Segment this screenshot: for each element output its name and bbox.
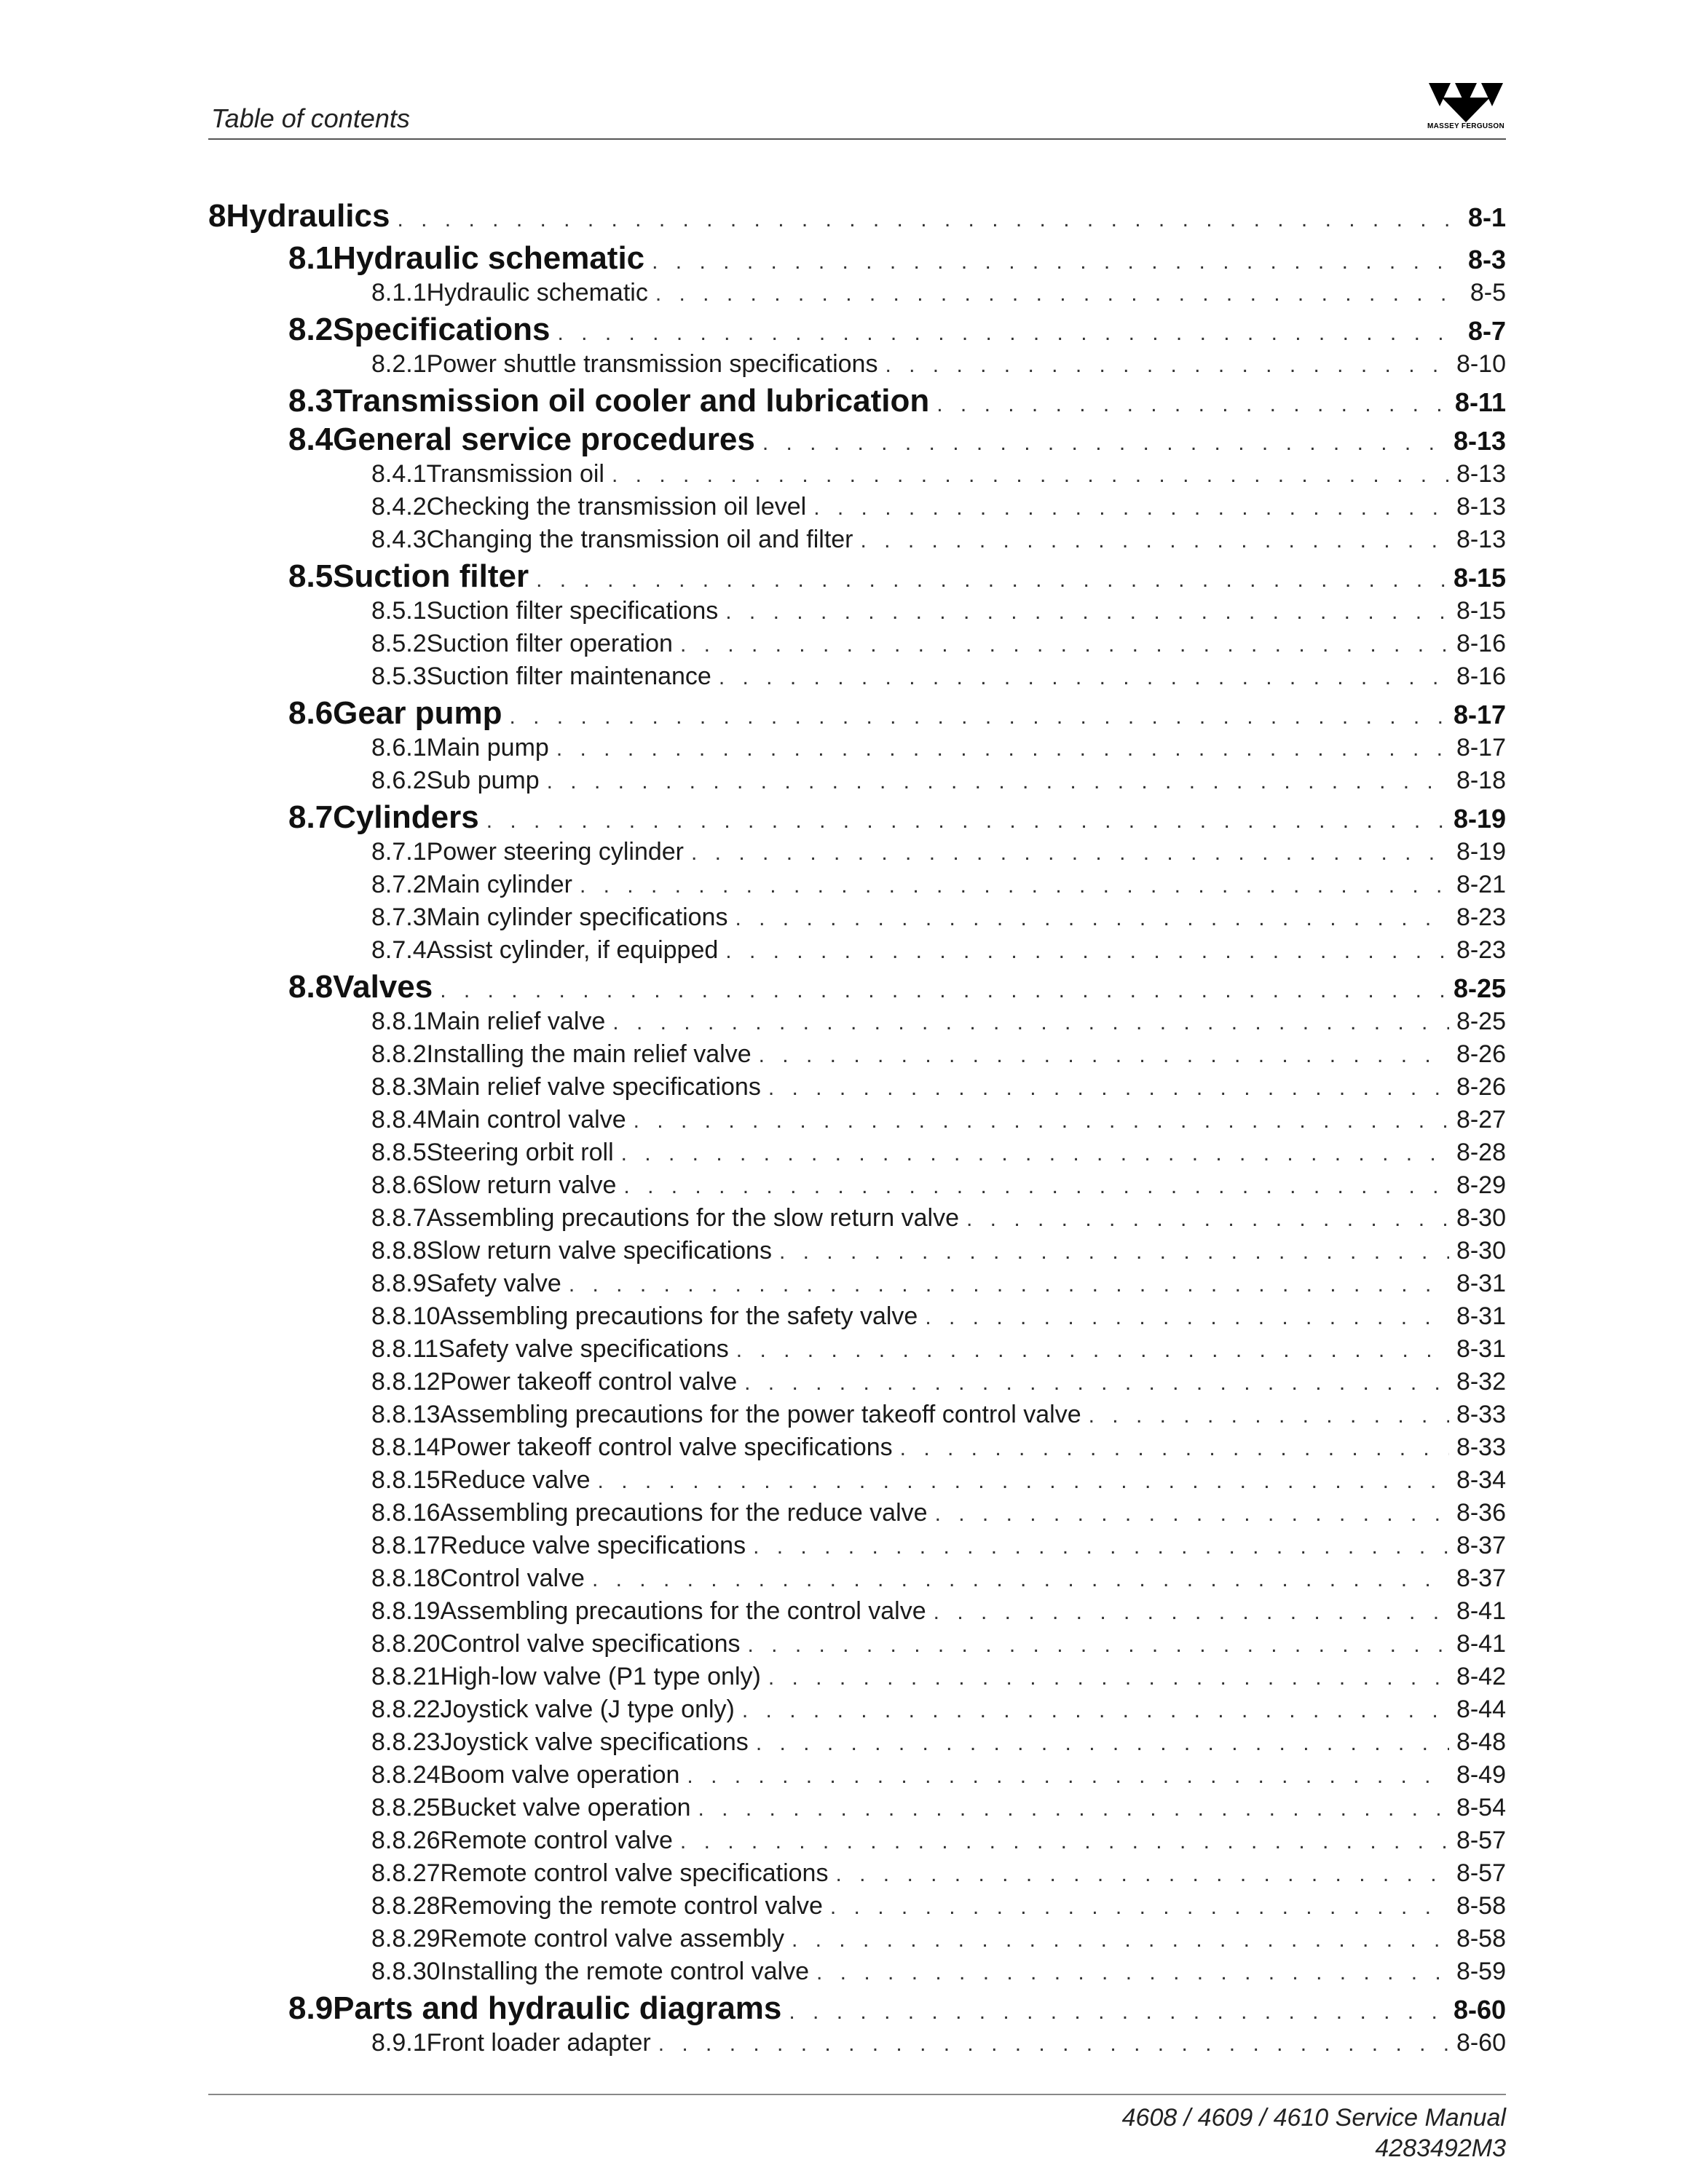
toc-entry-number: 8.8.8 <box>371 1237 427 1265</box>
toc-entry-page: 8-60 <box>1453 1995 1506 2025</box>
toc-entry-number: 8.8.13 <box>371 1401 441 1428</box>
page-footer <box>1122 2102 1506 2164</box>
toc-entry-page: 8-28 <box>1456 1139 1506 1166</box>
toc-entry-number: 8.8.21 <box>371 1663 441 1690</box>
toc-entry-number: 8.4.3 <box>371 526 427 553</box>
toc-entry-page: 8-19 <box>1453 804 1506 834</box>
toc-entry[interactable] <box>208 597 1506 630</box>
toc-entry-title: Remote control valve <box>440 1827 673 1854</box>
toc-entry[interactable] <box>208 1401 1506 1433</box>
toc-entry[interactable] <box>208 1499 1506 1532</box>
toc-dot-leader <box>934 1600 1449 1625</box>
toc-dot-leader <box>835 1862 1448 1887</box>
toc-dot-leader <box>621 1142 1449 1166</box>
toc-entry-page: 8-30 <box>1456 1204 1506 1232</box>
toc-dot-leader <box>725 939 1449 964</box>
toc-entry[interactable] <box>208 1040 1506 1073</box>
toc-entry-page: 8-15 <box>1453 563 1506 593</box>
toc-dot-leader <box>580 874 1449 898</box>
toc-entry-number: 8.8.23 <box>371 1728 441 1756</box>
toc-entry-title: Hydraulics <box>226 198 390 234</box>
toc-entry-number: 8.6 <box>288 695 334 731</box>
toc-entry-number: 8.8.2 <box>371 1040 427 1068</box>
toc-entry[interactable] <box>208 240 1506 279</box>
toc-entry-number: 8.8.4 <box>371 1106 427 1133</box>
toc-entry-title: Power shuttle transmission specifications <box>426 350 878 378</box>
toc-entry-page: 8-37 <box>1456 1564 1506 1592</box>
toc-entry-number: 8.1 <box>288 240 334 276</box>
toc-entry-title: Assembling precautions for the slow return valve <box>426 1204 959 1232</box>
toc-entry-title: Reduce valve <box>440 1466 591 1494</box>
toc-entry[interactable] <box>208 1073 1506 1106</box>
header-divider <box>208 138 1506 140</box>
toc-entry-title: Main relief valve specifications <box>426 1073 761 1101</box>
toc-entry-title: Assist cylinder, if equipped <box>426 936 719 964</box>
toc-entry-page: 8-37 <box>1456 1532 1506 1559</box>
toc-entry[interactable] <box>208 1433 1506 1466</box>
toc-entry[interactable] <box>208 279 1506 312</box>
toc-entry[interactable] <box>208 662 1506 695</box>
toc-dot-leader <box>742 1698 1449 1723</box>
toc-entry-title: Hydraulic schematic <box>426 279 648 306</box>
toc-entry[interactable] <box>208 871 1506 903</box>
toc-dot-leader <box>861 529 1449 553</box>
toc-entry[interactable] <box>208 1630 1506 1663</box>
toc-entry-title: Front loader adapter <box>426 2029 651 2057</box>
toc-entry-page: 8-13 <box>1456 493 1506 521</box>
toc-entry-title: Steering orbit roll <box>426 1139 614 1166</box>
toc-dot-leader <box>623 1174 1449 1199</box>
toc-entry[interactable] <box>208 493 1506 526</box>
toc-entry-number: 8.9.1 <box>371 2029 427 2057</box>
toc-entry[interactable] <box>208 630 1506 662</box>
toc-entry-number: 8.8.14 <box>371 1433 441 1461</box>
massey-ferguson-logo <box>1426 77 1506 135</box>
toc-entry-page: 8-23 <box>1456 903 1506 931</box>
toc-entry-title: Slow return valve specifications <box>426 1237 772 1265</box>
toc-entry-number: 8.8.29 <box>371 1925 441 1952</box>
toc-entry-page: 8-13 <box>1456 526 1506 553</box>
toc-entry-page: 8-27 <box>1456 1106 1506 1133</box>
toc-entry-page: 8-36 <box>1456 1499 1506 1527</box>
toc-entry-page: 8-31 <box>1456 1270 1506 1297</box>
toc-entry-title: Assembling precautions for the safety valve <box>440 1302 918 1330</box>
toc-entry[interactable] <box>208 198 1506 240</box>
toc-entry-number: 8.4.2 <box>371 493 427 521</box>
page-header <box>208 100 1506 141</box>
toc-dot-leader <box>680 633 1449 657</box>
toc-entry-title: Joystick valve (J type only) <box>440 1696 735 1723</box>
toc-dot-leader <box>792 1928 1449 1952</box>
toc-entry[interactable] <box>208 1532 1506 1564</box>
toc-entry-page: 8-58 <box>1456 1892 1506 1920</box>
footer-divider <box>208 2094 1506 2095</box>
toc-entry[interactable] <box>208 1728 1506 1761</box>
toc-entry[interactable] <box>208 1139 1506 1171</box>
toc-entry-page: 8-23 <box>1456 936 1506 964</box>
toc-entry-number: 8.8.17 <box>371 1532 441 1559</box>
toc-entry[interactable] <box>208 1761 1506 1794</box>
toc-dot-leader <box>556 737 1449 761</box>
toc-entry-title: Gear pump <box>333 695 502 731</box>
toc-entry-page: 8-41 <box>1456 1630 1506 1658</box>
toc-entry[interactable] <box>208 1237 1506 1270</box>
toc-entry-title: General service procedures <box>333 422 755 457</box>
toc-entry-page: 8-26 <box>1456 1040 1506 1068</box>
triangle-logo-icon <box>1426 77 1506 122</box>
toc-dot-leader <box>756 1731 1449 1756</box>
toc-entry-page: 8-15 <box>1456 597 1506 625</box>
toc-entry-number: 8.5.3 <box>371 662 427 690</box>
toc-entry-page: 8-49 <box>1456 1761 1506 1789</box>
toc-entry-page: 8-32 <box>1456 1368 1506 1396</box>
toc-entry[interactable] <box>208 734 1506 767</box>
toc-entry-title: Sub pump <box>426 767 540 794</box>
toc-entry-number: 8.8.26 <box>371 1827 441 1854</box>
toc-dot-leader <box>612 1010 1449 1035</box>
toc-dot-leader <box>768 1076 1449 1101</box>
toc-entry-title: Remote control valve specifications <box>440 1859 829 1887</box>
toc-entry-number: 8.7.3 <box>371 903 427 931</box>
toc-dot-leader <box>900 1436 1449 1461</box>
toc-dot-leader <box>768 1666 1449 1690</box>
toc-entry-number: 8.8.3 <box>371 1073 427 1101</box>
toc-entry-page: 8-60 <box>1456 2029 1506 2057</box>
toc-entry-page: 8-13 <box>1453 426 1506 456</box>
toc-entry-page: 8-42 <box>1456 1663 1506 1690</box>
toc-entry[interactable] <box>208 767 1506 799</box>
toc-entry-page: 8-16 <box>1456 630 1506 657</box>
toc-dot-leader <box>687 1764 1449 1789</box>
toc-entry-title: Control valve specifications <box>440 1630 741 1658</box>
toc-entry-page: 8-54 <box>1456 1794 1506 1821</box>
toc-entry-page: 8-10 <box>1456 350 1506 378</box>
toc-entry[interactable] <box>208 1794 1506 1827</box>
toc-entry-page: 8-33 <box>1456 1433 1506 1461</box>
toc-dot-leader <box>885 353 1448 378</box>
toc-entry-number: 8.4 <box>288 422 334 457</box>
toc-entry-number: 8.2 <box>288 312 334 347</box>
toc-entry-title: Safety valve <box>426 1270 561 1297</box>
toc-entry[interactable] <box>208 936 1506 969</box>
toc-entry-number: 8.8.30 <box>371 1958 441 1985</box>
toc-entry[interactable] <box>208 1990 1506 2029</box>
toc-entry-title: Main control valve <box>426 1106 626 1133</box>
toc-entry-page: 8-25 <box>1456 1008 1506 1035</box>
toc-entry-page: 8-31 <box>1456 1302 1506 1330</box>
toc-entry-title: Suction filter <box>333 558 529 594</box>
toc-entry-number: 8.3 <box>288 383 334 419</box>
toc-entry[interactable] <box>208 526 1506 558</box>
toc-entry-title: Main pump <box>426 734 549 761</box>
toc-entry[interactable] <box>208 558 1506 597</box>
toc-entry-number: 8.8.7 <box>371 1204 427 1232</box>
toc-entry[interactable] <box>208 969 1506 1008</box>
toc-dot-leader <box>736 1338 1449 1363</box>
toc-entry-page: 8-59 <box>1456 1958 1506 1985</box>
toc-entry-number: 8.8 <box>288 969 334 1005</box>
toc-entry-title: Power steering cylinder <box>426 838 685 866</box>
toc-entry-page: 8-48 <box>1456 1728 1506 1756</box>
toc-dot-leader <box>816 1961 1449 1985</box>
toc-entry[interactable] <box>208 1564 1506 1597</box>
toc-dot-leader <box>698 1797 1449 1821</box>
toc-dot-leader <box>753 1535 1449 1559</box>
toc-entry-page: 8-29 <box>1456 1171 1506 1199</box>
toc-entry-title: Transmission oil cooler and lubrication <box>333 383 930 419</box>
toc-dot-leader <box>569 1273 1449 1297</box>
toc-entry-title: Parts and hydraulic diagrams <box>333 1990 782 2026</box>
toc-entry[interactable] <box>208 1696 1506 1728</box>
toc-entry-page: 8-33 <box>1456 1401 1506 1428</box>
toc-dot-leader <box>735 906 1448 931</box>
toc-dot-leader <box>748 1633 1449 1658</box>
toc-dot-leader <box>440 978 1446 1003</box>
toc-entry-page: 8-11 <box>1454 387 1506 417</box>
toc-entry-title: Remote control valve assembly <box>440 1925 784 1952</box>
toc-entry[interactable] <box>208 422 1506 460</box>
toc-entry-number: 8.4.1 <box>371 460 427 488</box>
toc-dot-leader <box>592 1567 1449 1592</box>
toc-entry-title: Removing the remote control valve <box>440 1892 823 1920</box>
toc-entry-number: 8.8.1 <box>371 1008 427 1035</box>
toc-entry[interactable] <box>208 460 1506 493</box>
toc-entry-title: Assembling precautions for the power takeoff control valve <box>440 1401 1081 1428</box>
toc-entry-number: 8.8.9 <box>371 1270 427 1297</box>
toc-entry[interactable] <box>208 1204 1506 1237</box>
toc-dot-leader <box>813 496 1449 521</box>
toc-entry-number: 8.5.1 <box>371 597 427 625</box>
toc-entry-number: 8.8.28 <box>371 1892 441 1920</box>
toc-entry-number: 8.8.15 <box>371 1466 441 1494</box>
toc-entry-number: 8.5.2 <box>371 630 427 657</box>
toc-entry-number: 8.6.1 <box>371 734 427 761</box>
toc-entry-title: Power takeoff control valve <box>440 1368 738 1396</box>
toc-dot-leader <box>397 207 1461 232</box>
toc-entry-page: 8-18 <box>1456 767 1506 794</box>
toc-entry-title: Changing the transmission oil and filter <box>426 526 853 553</box>
toc-dot-leader <box>658 2032 1449 2057</box>
manual-title: 4608 / 4609 / 4610 Service Manual <box>1121 2104 1506 2132</box>
toc-entry-title: Main cylinder <box>426 871 572 898</box>
toc-entry-title: Reduce valve specifications <box>440 1532 746 1559</box>
toc-dot-leader <box>744 1371 1449 1396</box>
toc-dot-leader <box>536 568 1446 593</box>
toc-entry[interactable] <box>208 350 1506 383</box>
toc-entry[interactable] <box>208 312 1506 350</box>
toc-dot-leader <box>655 282 1463 306</box>
toc-entry-page: 8-58 <box>1456 1925 1506 1952</box>
toc-entry-title: Transmission oil <box>426 460 604 488</box>
toc-entry-page: 8-7 <box>1467 316 1506 346</box>
toc-entry-page: 8-25 <box>1453 973 1506 1003</box>
toc-entry-number: 8.8.18 <box>371 1564 441 1592</box>
toc-entry-title: Valves <box>333 969 433 1005</box>
toc-entry-title: Control valve <box>440 1564 585 1592</box>
toc-entry-number: 8.8.25 <box>371 1794 441 1821</box>
toc-entry-number: 8.8.27 <box>371 1859 441 1887</box>
toc-entry-number: 8.7.1 <box>371 838 427 866</box>
toc-entry-number: 8.8.6 <box>371 1171 427 1199</box>
toc-entry-page: 8-34 <box>1456 1466 1506 1494</box>
toc-entry-title: Suction filter operation <box>426 630 673 657</box>
toc-entry-page: 8-57 <box>1456 1859 1506 1887</box>
toc-dot-leader <box>966 1207 1449 1232</box>
toc-entry-page: 8-13 <box>1456 460 1506 488</box>
toc-entry-number: 8.8.24 <box>371 1761 441 1789</box>
toc-entry-title: Main relief valve <box>426 1008 606 1035</box>
toc-entry-number: 8.8.12 <box>371 1368 441 1396</box>
toc-dot-leader <box>547 769 1449 794</box>
toc-entry-number: 8.2.1 <box>371 350 427 378</box>
toc-entry[interactable] <box>208 1368 1506 1401</box>
toc-entry-page: 8-19 <box>1456 838 1506 866</box>
toc-entry-title: High-low valve (P1 type only) <box>440 1663 761 1690</box>
toc-entry-page: 8-17 <box>1453 700 1506 729</box>
toc-entry-page: 8-1 <box>1467 202 1506 232</box>
toc-dot-leader <box>509 705 1446 729</box>
toc-entry-title: Assembling precautions for the reduce valve <box>440 1499 928 1527</box>
toc-dot-leader <box>789 2000 1446 2025</box>
toc-entry-title: Suction filter specifications <box>426 597 719 625</box>
toc-dot-leader <box>557 321 1460 346</box>
toc-entry-number: 8.8.22 <box>371 1696 441 1723</box>
toc-dot-leader <box>779 1240 1449 1265</box>
toc-dot-leader <box>486 809 1446 834</box>
toc-entry-number: 8.7.2 <box>371 871 427 898</box>
part-number: 4283492M3 <box>1375 2134 1506 2162</box>
toc-entry[interactable] <box>208 1892 1506 1925</box>
toc-entry[interactable] <box>208 1925 1506 1958</box>
toc-entry-page: 8-17 <box>1456 734 1506 761</box>
toc-entry[interactable] <box>208 1827 1506 1859</box>
toc-entry-page: 8-44 <box>1456 1696 1506 1723</box>
toc-entry[interactable] <box>208 1663 1506 1696</box>
toc-entry-number: 8.6.2 <box>371 767 427 794</box>
toc-dot-leader <box>725 600 1449 625</box>
toc-dot-leader <box>1089 1404 1449 1428</box>
toc-dot-leader <box>634 1109 1449 1133</box>
toc-dot-leader <box>936 392 1448 417</box>
toc-dot-leader <box>652 250 1461 274</box>
toc-entry[interactable] <box>208 695 1506 734</box>
toc-entry[interactable] <box>208 799 1506 838</box>
toc-entry-title: Assembling precautions for the control valve <box>440 1597 926 1625</box>
toc-entry-title: Joystick valve specifications <box>440 1728 749 1756</box>
toc-entry-title: Boom valve operation <box>440 1761 680 1789</box>
logo-text: MASSEY FERGUSON <box>1427 122 1504 130</box>
toc-entry-title: Checking the transmission oil level <box>426 493 807 521</box>
toc-entry-title: Installing the remote control valve <box>440 1958 810 1985</box>
toc-entry-number: 8.8.19 <box>371 1597 441 1625</box>
toc-entry[interactable] <box>208 1958 1506 1990</box>
toc-entry-title: Suction filter maintenance <box>426 662 711 690</box>
toc-entry-number: 8.8.5 <box>371 1139 427 1166</box>
toc-entry-title: Safety valve specifications <box>438 1335 729 1363</box>
toc-entry-number: 8.8.20 <box>371 1630 441 1658</box>
toc-entry-title: Installing the main relief valve <box>426 1040 752 1068</box>
toc-dot-leader <box>598 1469 1449 1494</box>
toc-dot-leader <box>925 1305 1449 1330</box>
toc-entry[interactable] <box>208 903 1506 936</box>
toc-entry-title: Slow return valve <box>426 1171 617 1199</box>
toc-entry[interactable] <box>208 1171 1506 1204</box>
toc-entry-title: Hydraulic schematic <box>333 240 645 276</box>
toc-entry[interactable] <box>208 1106 1506 1139</box>
toc-entry-title: Power takeoff control valve specifications <box>440 1433 893 1461</box>
toc-entry-page: 8-57 <box>1456 1827 1506 1854</box>
toc-dot-leader <box>680 1829 1449 1854</box>
toc-entry[interactable] <box>208 1597 1506 1630</box>
toc-entry-page: 8-31 <box>1456 1335 1506 1363</box>
toc-entry-page: 8-3 <box>1467 245 1506 274</box>
toc-entry-number: 8.7.4 <box>371 936 427 964</box>
toc-entry-number: 8.5 <box>288 558 334 594</box>
toc-entry[interactable] <box>208 1008 1506 1040</box>
toc-entry-title: Specifications <box>333 312 551 347</box>
toc-entry-page: 8-16 <box>1456 662 1506 690</box>
toc-entry-title: Main cylinder specifications <box>426 903 728 931</box>
toc-entry-title: Bucket valve operation <box>440 1794 691 1821</box>
toc-entry-number: 8.8.16 <box>371 1499 441 1527</box>
toc-entry-number: 8.7 <box>288 799 334 835</box>
toc-entry[interactable] <box>208 1270 1506 1302</box>
toc-dot-leader <box>762 431 1446 456</box>
toc-entry-page: 8-21 <box>1456 871 1506 898</box>
header-title: Table of contents <box>211 103 410 133</box>
toc-dot-leader <box>935 1502 1449 1527</box>
toc-dot-leader <box>691 841 1449 866</box>
toc-entry-number: 8 <box>208 198 226 234</box>
toc-entry-page: 8-26 <box>1456 1073 1506 1101</box>
toc-entry-page: 8-30 <box>1456 1237 1506 1265</box>
toc-dot-leader <box>759 1043 1449 1068</box>
toc-entry-page: 8-5 <box>1470 279 1506 306</box>
toc-entry-number: 8.1.1 <box>371 279 427 306</box>
toc-entry-number: 8.9 <box>288 1990 334 2026</box>
table-of-contents <box>208 198 1506 2062</box>
toc-dot-leader <box>719 665 1449 690</box>
toc-entry[interactable] <box>208 1859 1506 1892</box>
toc-entry[interactable] <box>208 1466 1506 1499</box>
toc-entry-number: 8.8.10 <box>371 1302 441 1330</box>
toc-entry[interactable] <box>208 1302 1506 1335</box>
toc-dot-leader <box>612 463 1449 488</box>
toc-entry[interactable] <box>208 383 1506 422</box>
toc-dot-leader <box>830 1895 1449 1920</box>
toc-entry-title: Cylinders <box>333 799 479 835</box>
toc-entry[interactable] <box>208 2029 1506 2062</box>
toc-entry-page: 8-41 <box>1456 1597 1506 1625</box>
toc-entry[interactable] <box>208 838 1506 871</box>
toc-entry[interactable] <box>208 1335 1506 1368</box>
toc-entry-number: 8.8.11 <box>371 1335 439 1363</box>
